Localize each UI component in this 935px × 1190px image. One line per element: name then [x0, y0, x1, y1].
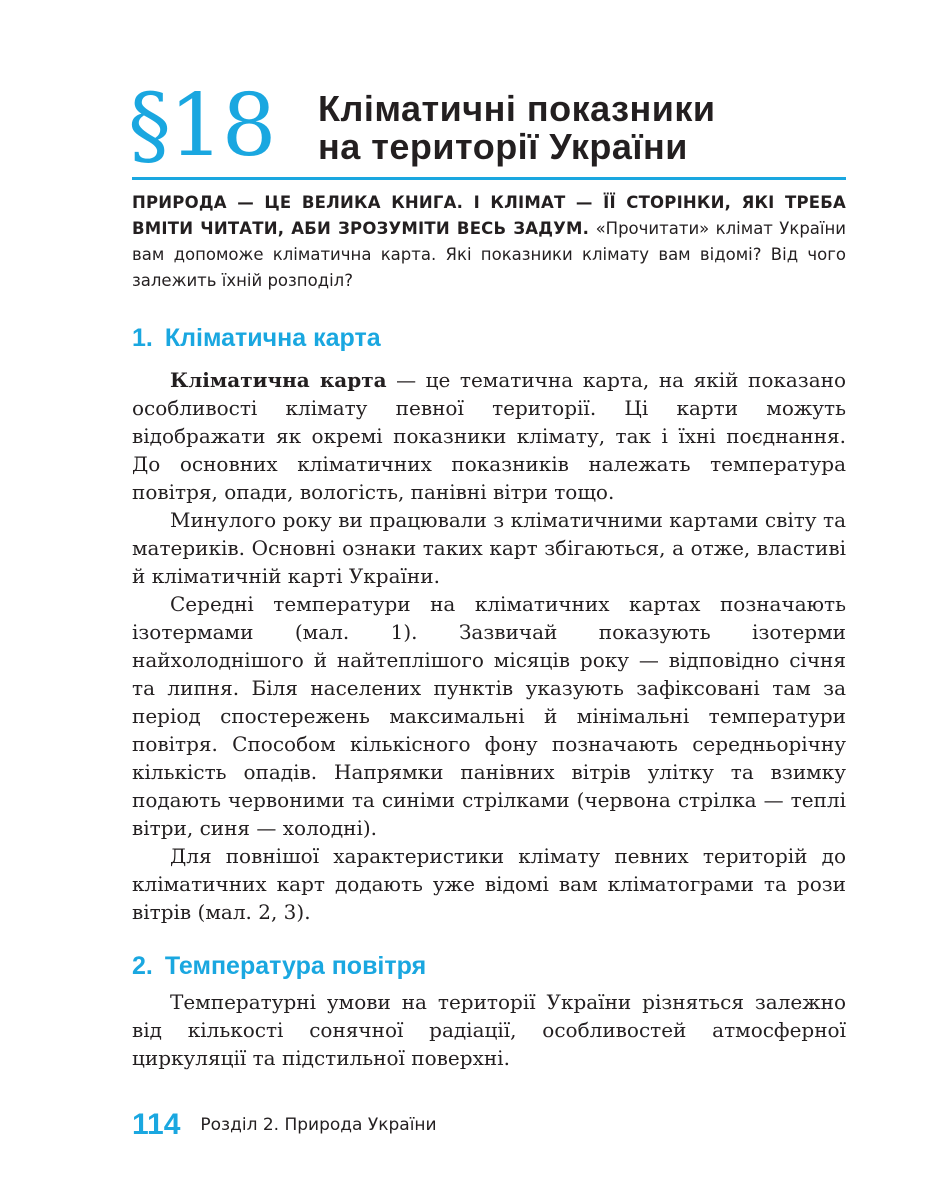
paragraph-number: §18 — [128, 76, 275, 176]
section-heading-air-temperature — [132, 951, 426, 981]
intro-text: «Прочитати» клімат України вам допоможе кліматична карта. Які показники клімату вам відомі? Від чого залежить їхній розподіл? — [132, 219, 847, 290]
body-paragraph: Минулого року ви працювали з кліматичними картами світу та материків. Основні ознаки таких карт збігаються, а отже, властиві й кліматичній карті України. — [132, 508, 846, 588]
page-number: 114 — [132, 1108, 181, 1141]
section-title: Кліматична карта — [164, 324, 381, 352]
body-paragraph: Температурні умови на території України різняться залежно від кількості сонячної радіації, особливостей атмосферної циркуляції та підстильної поверхні. — [132, 990, 846, 1070]
section-number: 1. — [132, 324, 153, 352]
intro-lead: ПРИРОДА — ЦЕ ВЕЛИКА КНИГА. І КЛІМАТ — ЇЇ СТОРІНКИ, ЯКІ ТРЕБА ВМІТИ ЧИТАТИ, АБИ ЗРОЗУМІТИ ВЕСЬ ЗАДУМ. — [132, 193, 846, 238]
section-body-climate-map — [132, 366, 846, 926]
header-divider — [132, 177, 846, 180]
paragraph-text: — це тематична карта, на якій показано особливості клімату певної території. Ці карти можуть відображати як окремі показники клімату, так і їхні поєднання. До основних кліматичних показників належать температура повітря, опади, вологість, панівні вітри тощо. — [132, 368, 846, 504]
chapter-label: Розділ 2. Природа України — [200, 1115, 437, 1135]
term-climate-map: Кліматична карта — [170, 368, 387, 392]
intro-paragraph — [132, 190, 846, 294]
section-body-air-temperature — [132, 988, 846, 1072]
page-footer — [132, 1108, 437, 1142]
body-paragraph: Для повнішої характеристики клімату певних територій до кліматичних карт додають уже відомі вам кліматограми та рози вітрів (мал. 2, 3). — [132, 844, 846, 924]
page-title-line-1: Кліматичні показники — [318, 88, 716, 129]
page-title — [318, 90, 716, 166]
page-title-line-2: на території України — [318, 126, 688, 167]
body-paragraph — [132, 366, 846, 506]
section-number: 2. — [132, 952, 153, 980]
body-paragraph: Середні температури на кліматичних картах позначають ізотермами (мал. 1). Зазвичай показують ізотерми найхолоднішого й найтеплішого місяців року — відповідно січня та липня. Біля населених пунктів указують зафіксовані там за період спостережень максимальні й мінімальні температури повітря. Способом кількісного фону позначають середньорічну кількість опадів. Напрямки панівних вітрів улітку та взимку подають червоними та синіми стрілками (червона стрілка — теплі вітри, синя — холодні). — [132, 592, 846, 840]
section-heading-climate-map — [132, 323, 381, 353]
section-title: Температура повітря — [164, 952, 427, 980]
